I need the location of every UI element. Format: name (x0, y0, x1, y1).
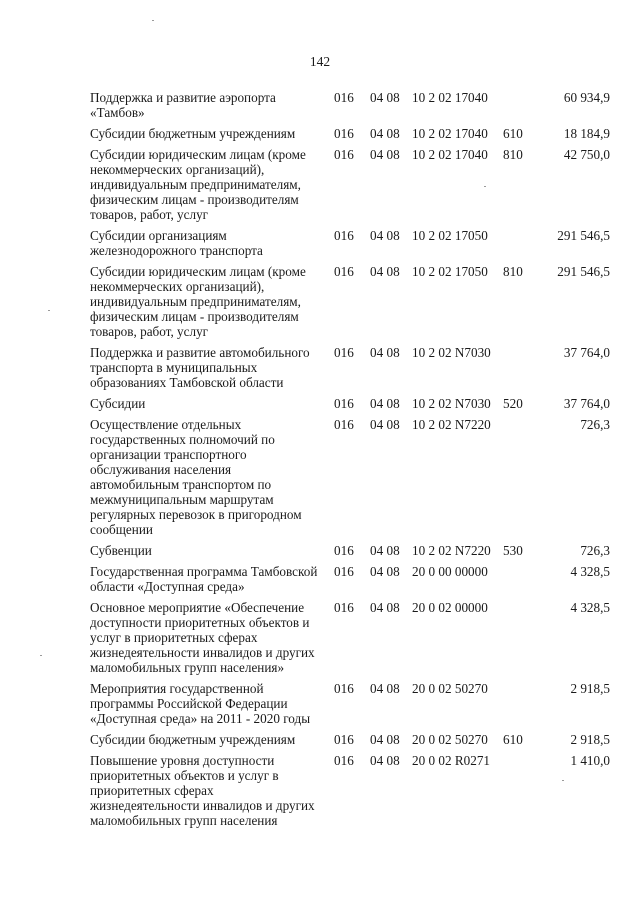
row-name (90, 681, 318, 726)
row-csr: 10 2 02 17040 (412, 90, 488, 105)
table-row (90, 732, 610, 747)
row-sum: 60 934,9 (563, 90, 610, 105)
row-sum: 4 328,5 (570, 600, 610, 615)
scan-speck (484, 186, 486, 187)
row-ved: 016 (334, 345, 354, 360)
row-sum: 37 764,0 (563, 345, 610, 360)
row-vr: 530 (503, 543, 523, 558)
table-row (90, 228, 610, 258)
row-vr: 810 (503, 147, 523, 162)
scan-speck (562, 780, 564, 781)
row-name (90, 417, 318, 537)
row-ved: 016 (334, 264, 354, 279)
row-ved: 016 (334, 417, 354, 432)
row-rz-pr: 04 08 (370, 264, 400, 279)
row-csr: 10 2 02 17040 (412, 147, 488, 162)
row-sum: 726,3 (580, 417, 610, 432)
row-name (90, 396, 318, 411)
row-rz-pr: 04 08 (370, 681, 400, 696)
row-rz-pr: 04 08 (370, 396, 400, 411)
row-rz-pr: 04 08 (370, 543, 400, 558)
row-sum: 18 184,9 (563, 126, 610, 141)
table-row (90, 90, 610, 120)
row-csr: 20 0 02 R0271 (412, 753, 491, 768)
row-name-text: Субсидии организациям железнодорожного транспорта (90, 228, 263, 258)
row-ved: 016 (334, 126, 354, 141)
row-name (90, 543, 318, 558)
row-name (90, 753, 318, 828)
row-name-text: Основное мероприятие «Обеспечение доступности приоритетных объектов и услуг в приоритетных сферах жизнедеятельности инвалидов и других маломобильных групп населения» (90, 600, 315, 675)
row-name (90, 600, 318, 675)
row-sum: 4 328,5 (570, 564, 610, 579)
scan-speck (40, 655, 42, 656)
table-row (90, 264, 610, 339)
row-vr: 810 (503, 264, 523, 279)
row-rz-pr: 04 08 (370, 147, 400, 162)
row-ved: 016 (334, 681, 354, 696)
row-rz-pr: 04 08 (370, 732, 400, 747)
row-rz-pr: 04 08 (370, 90, 400, 105)
row-ved: 016 (334, 147, 354, 162)
row-name (90, 147, 318, 222)
row-vr: 610 (503, 732, 523, 747)
row-name-text: Осуществление отдельных государственных полномочий по организации транспортного обслуживания населения автомобильным транспортом по межмуниципальным маршрутам регулярных перевозок в пригородном сообщении (90, 417, 302, 537)
row-rz-pr: 04 08 (370, 345, 400, 360)
row-rz-pr: 04 08 (370, 564, 400, 579)
row-name-text: Повышение уровня доступности приоритетных объектов и услуг в приоритетных сферах жизнедеятельности инвалидов и других маломобильных групп населения (90, 753, 315, 828)
table-row (90, 753, 610, 828)
row-csr: 10 2 02 N7030 (412, 345, 491, 360)
row-sum: 2 918,5 (570, 681, 610, 696)
row-csr: 20 0 02 50270 (412, 681, 488, 696)
row-ved: 016 (334, 543, 354, 558)
row-name-text: Государственная программа Тамбовской области «Доступная среда» (90, 564, 318, 594)
row-name (90, 345, 318, 390)
row-csr: 10 2 02 17050 (412, 264, 488, 279)
row-csr: 10 2 02 N7030 (412, 396, 491, 411)
row-csr: 10 2 02 N7220 (412, 543, 491, 558)
row-sum: 726,3 (580, 543, 610, 558)
row-name-text: Субсидии (90, 396, 146, 411)
row-csr: 20 0 02 50270 (412, 732, 488, 747)
row-csr: 20 0 00 00000 (412, 564, 488, 579)
table-row (90, 417, 610, 537)
table-row (90, 126, 610, 141)
page-number: 142 (309, 54, 331, 69)
row-ved: 016 (334, 228, 354, 243)
table-row (90, 147, 610, 222)
row-name (90, 126, 318, 141)
table-row (90, 600, 610, 675)
row-rz-pr: 04 08 (370, 600, 400, 615)
row-name-text: Субсидии юридическим лицам (кроме некоммерческих организаций), индивидуальным предпринимателям, физическим лицам - производителям товаров, работ, услуг (90, 264, 306, 339)
row-sum: 291 546,5 (557, 264, 610, 279)
scan-speck (48, 310, 50, 311)
row-sum: 42 750,0 (563, 147, 610, 162)
row-ved: 016 (334, 600, 354, 615)
row-ved: 016 (334, 753, 354, 768)
table-row (90, 681, 610, 726)
row-csr: 10 2 02 N7220 (412, 417, 491, 432)
table-row (90, 396, 610, 411)
scan-speck (152, 20, 154, 21)
row-name (90, 564, 318, 594)
row-rz-pr: 04 08 (370, 126, 400, 141)
row-name-text: Поддержка и развитие автомобильного транспорта в муниципальных образованиях Тамбовской области (90, 345, 310, 390)
row-name (90, 228, 318, 258)
table-row (90, 564, 610, 594)
row-name-text: Субсидии юридическим лицам (кроме некоммерческих организаций), индивидуальным предпринимателям, физическим лицам - производителям товаров, работ, услуг (90, 147, 306, 222)
row-rz-pr: 04 08 (370, 228, 400, 243)
row-ved: 016 (334, 396, 354, 411)
row-csr: 20 0 02 00000 (412, 600, 488, 615)
row-name-text: Субсидии бюджетным учреждениям (90, 732, 296, 747)
row-csr: 10 2 02 17050 (412, 228, 488, 243)
row-name (90, 90, 318, 120)
row-ved: 016 (334, 732, 354, 747)
row-rz-pr: 04 08 (370, 417, 400, 432)
row-sum: 2 918,5 (570, 732, 610, 747)
row-sum: 1 410,0 (570, 753, 610, 768)
row-vr: 520 (503, 396, 523, 411)
row-name (90, 732, 318, 747)
budget-table (90, 90, 610, 828)
row-name-text: Субсидии бюджетным учреждениям (90, 126, 296, 141)
row-sum: 37 764,0 (563, 396, 610, 411)
row-name-text: Субвенции (90, 543, 152, 558)
row-rz-pr: 04 08 (370, 753, 400, 768)
row-name-text: Поддержка и развитие аэропорта «Тамбов» (90, 90, 276, 120)
row-csr: 10 2 02 17040 (412, 126, 488, 141)
row-sum: 291 546,5 (557, 228, 610, 243)
row-vr: 610 (503, 126, 523, 141)
row-ved: 016 (334, 90, 354, 105)
row-name-text: Мероприятия государственной программы Российской Федерации «Доступная среда» на 2011 - 2020 годы (90, 681, 311, 726)
row-name (90, 264, 318, 339)
row-ved: 016 (334, 564, 354, 579)
table-row (90, 543, 610, 558)
table-row (90, 345, 610, 390)
